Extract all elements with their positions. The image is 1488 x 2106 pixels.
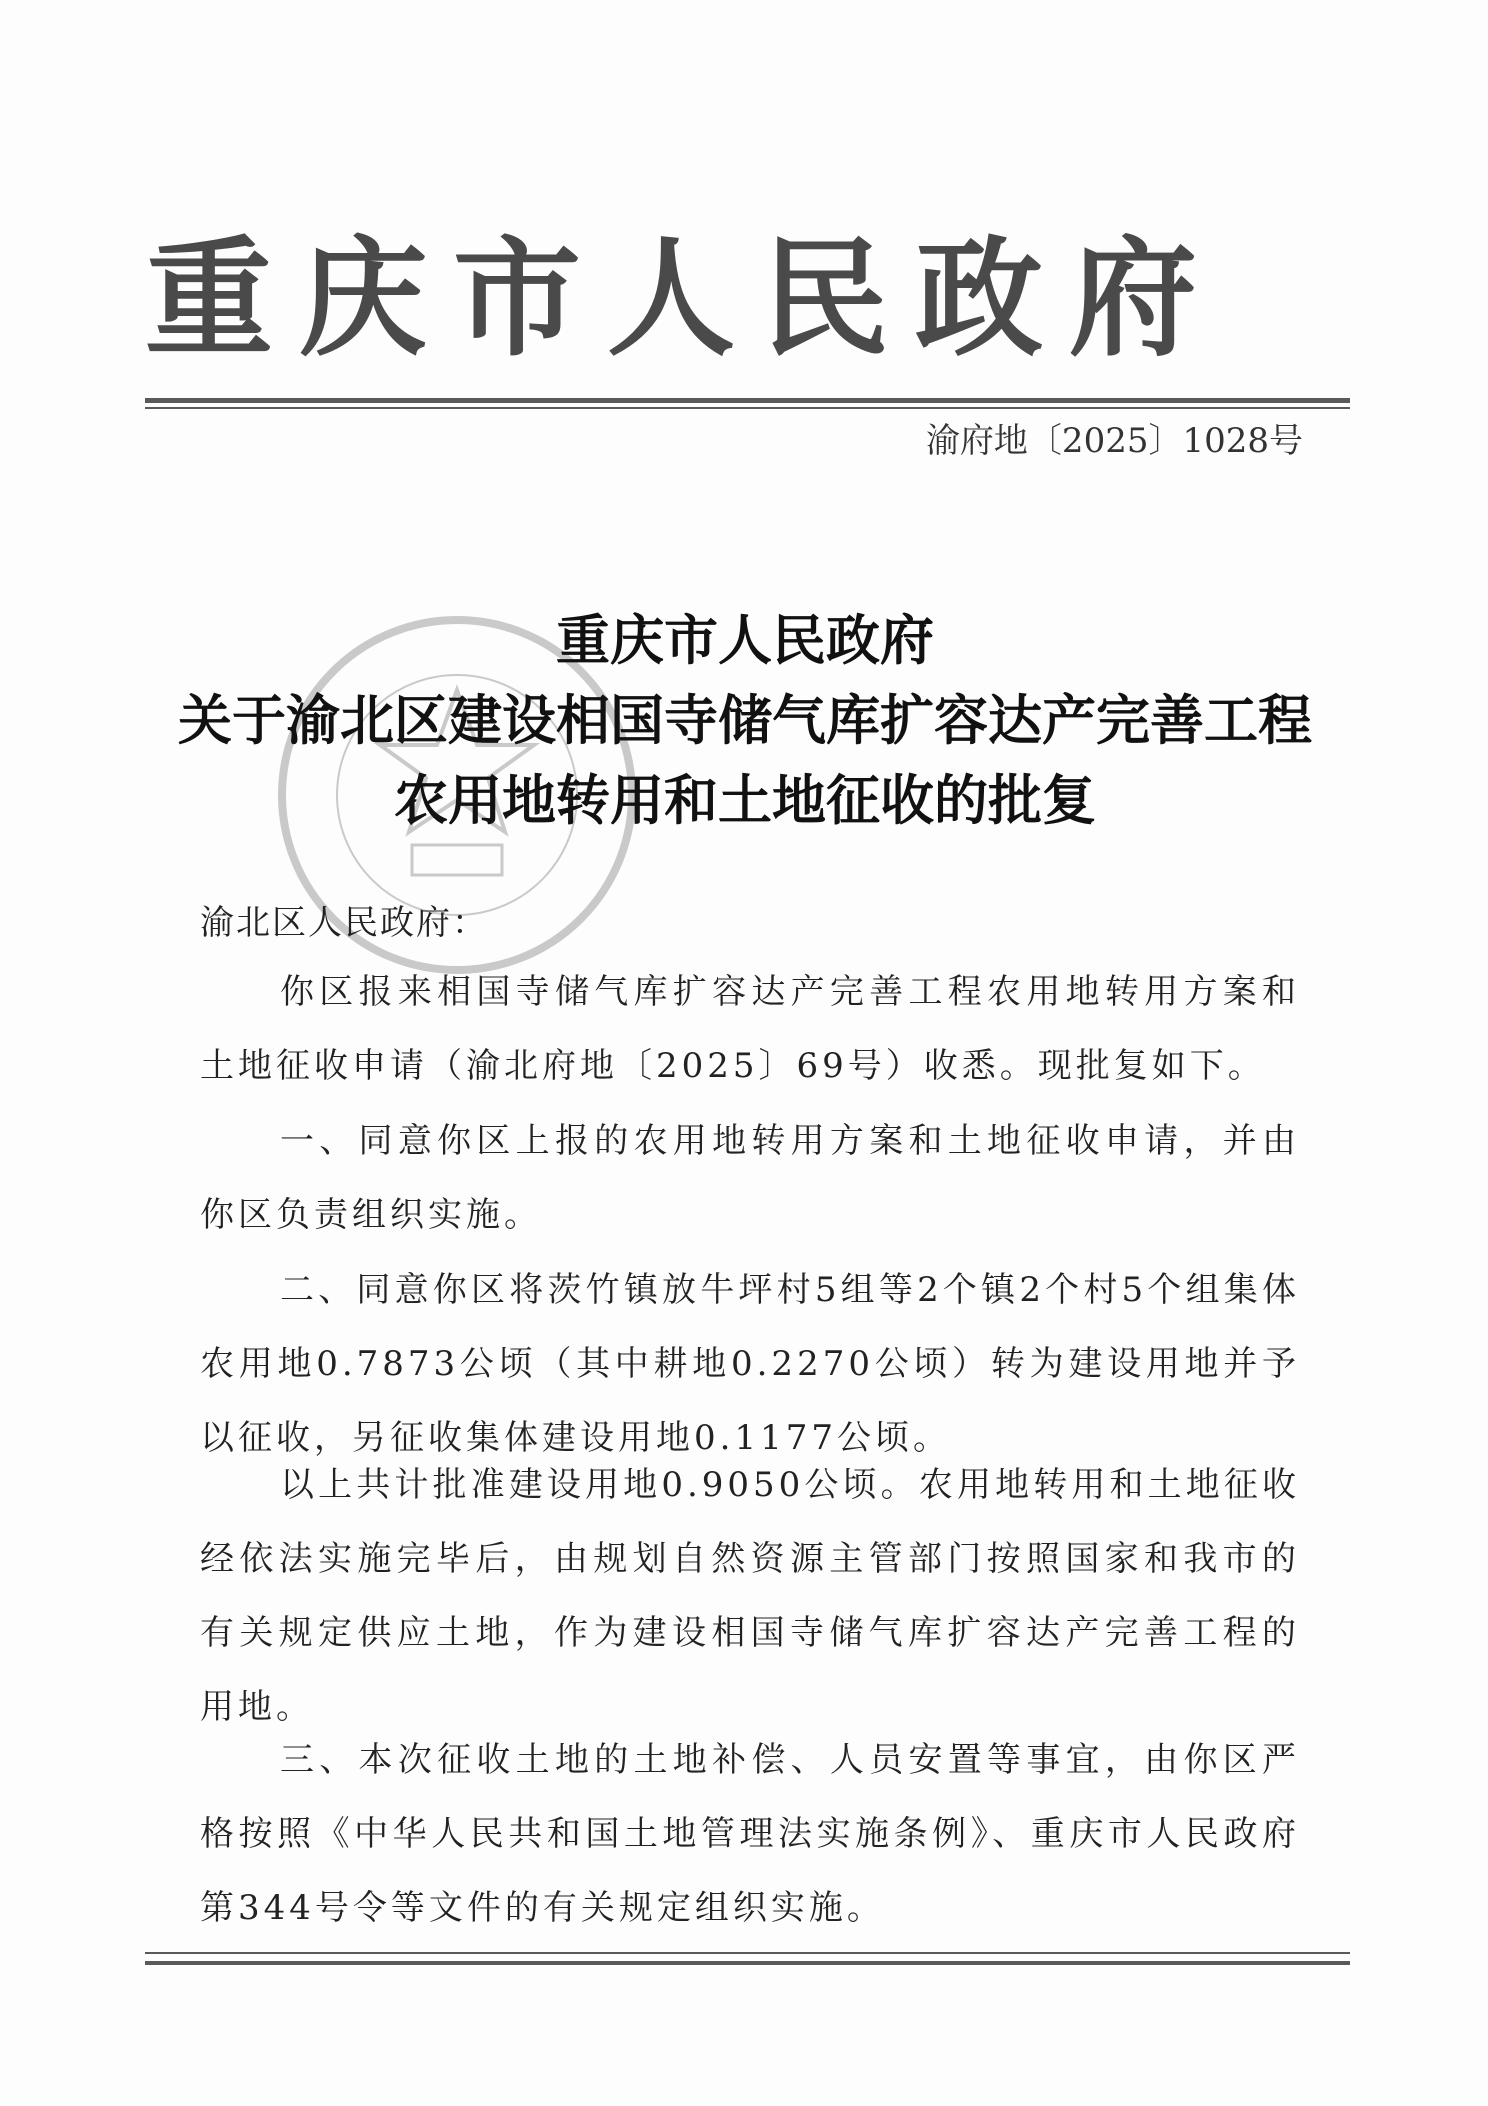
body-paragraph-5: 三、本次征收土地的土地补偿、人员安置等事宜，由你区严格按照《中华人民共和国土地管理法实施条例》、重庆市人民政府第344号令等文件的有关规定组织实施。	[200, 1740, 1300, 1928]
body-paragraph-3: 二、同意你区将茨竹镇放牛坪村5组等2个镇2个村5个组集体农用地0.7873公顷（其中耕地0.2270公顷）转为建设用地并予以征收，另征收集体建设用地0.1177公顷。	[200, 1270, 1300, 1458]
addressee: 渝北区人民政府：	[200, 903, 488, 943]
title-line-2: 关于渝北区建设相国寺储气库扩容达产完善工程	[178, 688, 1312, 752]
header-rule-thin	[145, 407, 1350, 409]
title-line-1: 重庆市人民政府	[556, 608, 934, 672]
body-paragraph-4: 以上共计批准建设用地0.9050公顷。农用地转用和土地征收经依法实施完毕后，由规划自然资源主管部门按照国家和我市的有关规定供应土地，作为建设相国寺储气库扩容达产完善工程的用地。	[200, 1465, 1300, 1727]
document-number: 渝府地〔2025〕1028号	[925, 421, 1303, 461]
document-title	[160, 600, 1330, 840]
letterhead: 重庆市人民政府	[145, 225, 1224, 374]
footer-rule-thin	[145, 1952, 1350, 1954]
body-paragraph-2: 一、同意你区上报的农用地转用方案和土地征收申请，并由你区负责组织实施。	[200, 1121, 1300, 1235]
header-rule-thick	[145, 398, 1350, 403]
footer-rule-thick	[145, 1961, 1350, 1965]
body-paragraph-1: 你区报来相国寺储气库扩容达产完善工程农用地转用方案和土地征收申请（渝北府地〔2025〕69号）收悉。现批复如下。	[200, 972, 1300, 1086]
title-line-3: 农用地转用和土地征收的批复	[394, 768, 1096, 832]
